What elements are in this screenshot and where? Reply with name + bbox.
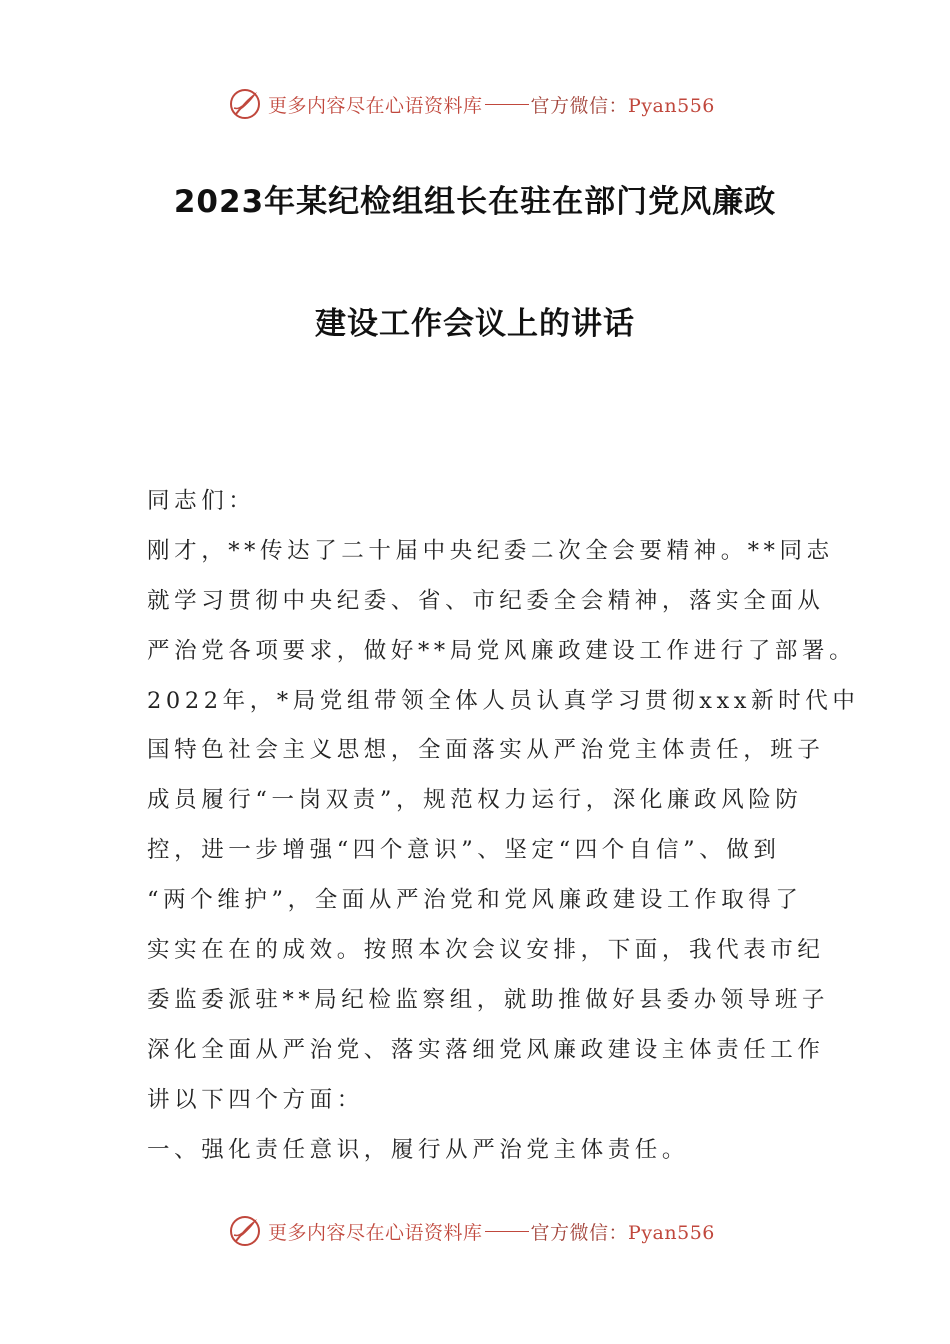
document-body xyxy=(147,480,860,1178)
watermark-brand: 更多内容尽在心语资料库 xyxy=(268,94,483,117)
body-line: 控，进一步增强“四个意识”、坚定“四个自信”、做到 xyxy=(147,837,781,864)
footer-watermark xyxy=(228,1213,748,1249)
watermark-contact-id: Pyan556 xyxy=(628,94,715,117)
quill-logo-icon xyxy=(228,87,262,121)
body-line: 严治党各项要求，做好**局党风廉政建设工作进行了部署。 xyxy=(147,637,857,664)
watermark-text xyxy=(268,1218,715,1245)
header-watermark xyxy=(228,86,748,122)
section-heading: 一、强化责任意识，履行从严治党主体责任。 xyxy=(147,1136,690,1163)
watermark-text xyxy=(268,91,715,118)
watermark-contact-label: 官方微信： xyxy=(530,94,629,117)
body-line: 国特色社会主义思想，全面落实从严治党主体责任，班子 xyxy=(147,737,825,764)
body-line: 2022年，*局党组带领全体人员认真学习贯彻xxx新时代中 xyxy=(147,687,860,714)
body-line: 实实在在的成效。按照本次会议安排，下面，我代表市纪 xyxy=(147,937,825,964)
document-title-line-1: 2023年某纪检组组长在驻在部门党风廉政 xyxy=(173,184,777,220)
watermark-brand: 更多内容尽在心语资料库 xyxy=(268,1221,483,1244)
watermark-contact-label: 官方微信： xyxy=(530,1221,629,1244)
body-line: 刚才，**传达了二十届中央纪委二次全会要精神。**同志 xyxy=(147,537,834,564)
document-title-line-2: 建设工作会议上的讲话 xyxy=(315,306,635,342)
body-line: 深化全面从严治党、落实落细党风廉政建设主体责任工作 xyxy=(147,1036,825,1063)
body-line: “两个维护”，全面从严治党和党风廉政建设工作取得了 xyxy=(147,887,803,914)
body-line: 委监委派驻**局纪检监察组，就助推做好县委办领导班子 xyxy=(147,986,830,1013)
body-line: 讲以下四个方面： xyxy=(147,1086,364,1113)
watermark-dash xyxy=(485,104,529,105)
quill-logo-icon xyxy=(228,1214,262,1248)
watermark-dash xyxy=(485,1231,529,1232)
body-line: 同志们： xyxy=(147,488,256,514)
watermark-contact-id: Pyan556 xyxy=(628,1221,715,1244)
body-line: 成员履行“一岗双责”，规范权力运行，深化廉政风险防 xyxy=(147,787,803,814)
body-line: 就学习贯彻中央纪委、省、市纪委全会精神，落实全面从 xyxy=(147,587,825,614)
